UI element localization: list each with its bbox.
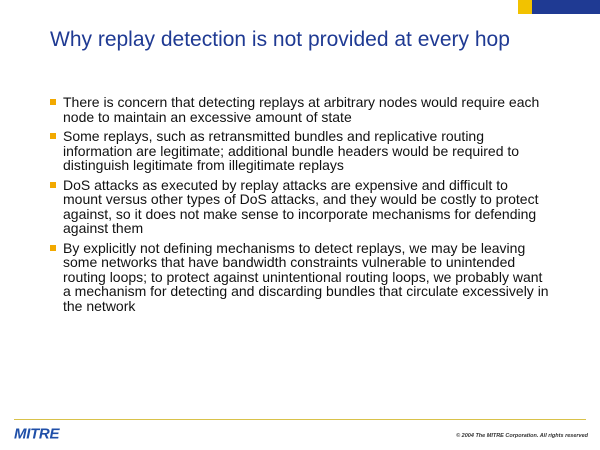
corner-accent-blue <box>532 0 600 14</box>
bullet-text: Some replays, such as retransmitted bundles and replicative routing information are legitimate; additional bundle headers would be required to distinguish legitimate from illegitimate replays <box>63 128 520 173</box>
bullet-item <box>50 95 550 124</box>
slide-title: Why replay detection is not provided at every hop <box>50 28 510 51</box>
bullet-list <box>50 95 550 318</box>
bullet-text: DoS attacks as executed by replay attacks are expensive and difficult to mount versus other types of DoS attacks, and they would be costly to protect against, so it does not make sense to incorporate mechanisms for defending against them <box>63 176 539 236</box>
bullet-item <box>50 178 550 236</box>
svg-text:MITRE: MITRE <box>14 425 60 441</box>
square-bullet-icon <box>50 182 56 188</box>
bullet-text: There is concern that detecting replays at arbitrary nodes would require each node to maintain an excessive amount of state <box>63 94 540 125</box>
bullet-item <box>50 129 550 173</box>
footer-divider <box>14 419 586 420</box>
corner-accent <box>518 0 600 14</box>
mitre-logo <box>14 425 66 441</box>
mitre-logo-graphic <box>14 425 66 441</box>
square-bullet-icon <box>50 245 56 251</box>
bullet-text: By explicitly not defining mechanisms to detect replays, we may be leaving some networks that have bandwidth constraints vulnerable to unintended routing loops; to protect against unintentional routing loops, we probably want a mechanism for detecting and discarding bundles that circulate excessively in the network <box>63 239 549 314</box>
square-bullet-icon <box>50 133 56 139</box>
bullet-item <box>50 241 550 314</box>
corner-accent-yellow <box>518 0 532 14</box>
copyright-text: © 2004 The MITRE Corporation. All rights reserved <box>456 433 588 439</box>
square-bullet-icon <box>50 99 56 105</box>
